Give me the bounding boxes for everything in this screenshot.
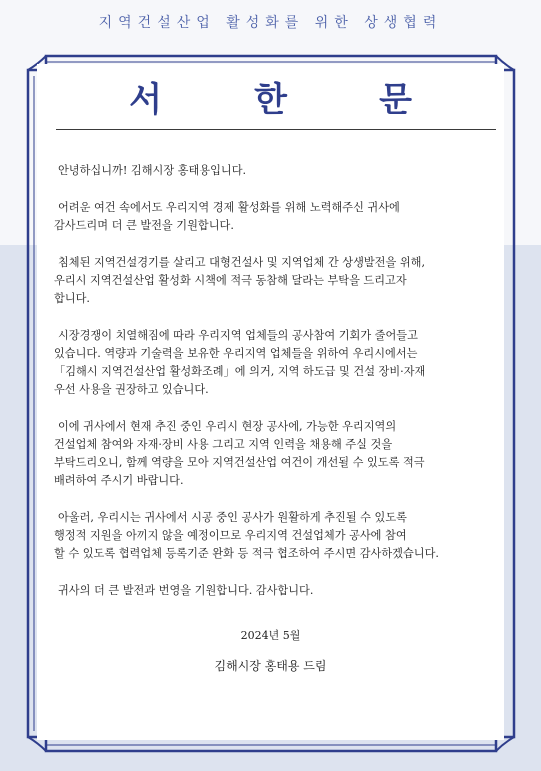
paragraph-ask: 이에 귀사에서 현재 추진 중인 우리시 현장 공사에, 가능한 우리지역의 건설업체 참여와 자재·장비 사용 그리고 지역 인력을 채용해 주실 것을 부탁드리오니, 함께 역량을 모아 지역건설산업 여건이 개선될 수 있도록 적극 배려하여 주시기 바랍니다. — [54, 420, 425, 487]
letter-body — [54, 162, 500, 619]
paragraph-request: 침체된 지역건설경기를 살리고 대형건설사 및 지역업체 간 상생발전을 위해, 우리시 지역건설산업 활성화 시책에 적극 동참해 달라는 부탁을 드리고자 합니다. — [54, 256, 426, 305]
paragraph-closing: 귀사의 더 큰 발전과 번영을 기원합니다. 감사합니다. — [58, 584, 314, 597]
title-char: 서 — [129, 79, 162, 120]
title-divider — [56, 129, 496, 130]
paragraph-thanks: 어려운 여건 속에서도 우리지역 경제 활성화를 위해 노력해주신 귀사에 감사드리며 더 큰 발전을 기원합니다. — [54, 201, 400, 232]
banner-text: 지역건설산업 활성화를 위한 상생협력 — [98, 15, 443, 31]
paragraph-background: 시장경쟁이 치열해짐에 따라 우리지역 업체들의 공사참여 기회가 줄어들고 있습니다. 역량과 기술력을 보유한 우리지역 업체들을 위하여 우리시에서는 「김해시 지역건설산업 활성화조례」에 의거, 지역 하도급 및 건설 장비·자재 우선 사용을 권장하고 있습니다. — [54, 329, 426, 396]
paragraph-support: 아울러, 우리시는 귀사에서 시공 중인 공사가 원활하게 추진될 수 있도록 행정적 지원을 아끼지 않을 예정이므로 우리지역 건설업체가 공사에 참여 할 수 있도록 협력업체 등록기준 완화 등 적극 협조하여 주시면 감사하겠습니다. — [54, 511, 439, 560]
signature-date: 2024년 5월 — [240, 629, 301, 642]
signature-name: 김해시장 홍태용 드림 — [214, 659, 327, 673]
title-char: 한 — [254, 79, 287, 120]
title-char: 문 — [379, 79, 412, 120]
paragraph-greeting: 안녕하십니까! 김해시장 홍태용입니다. — [58, 164, 247, 177]
letter-title — [37, 70, 504, 122]
